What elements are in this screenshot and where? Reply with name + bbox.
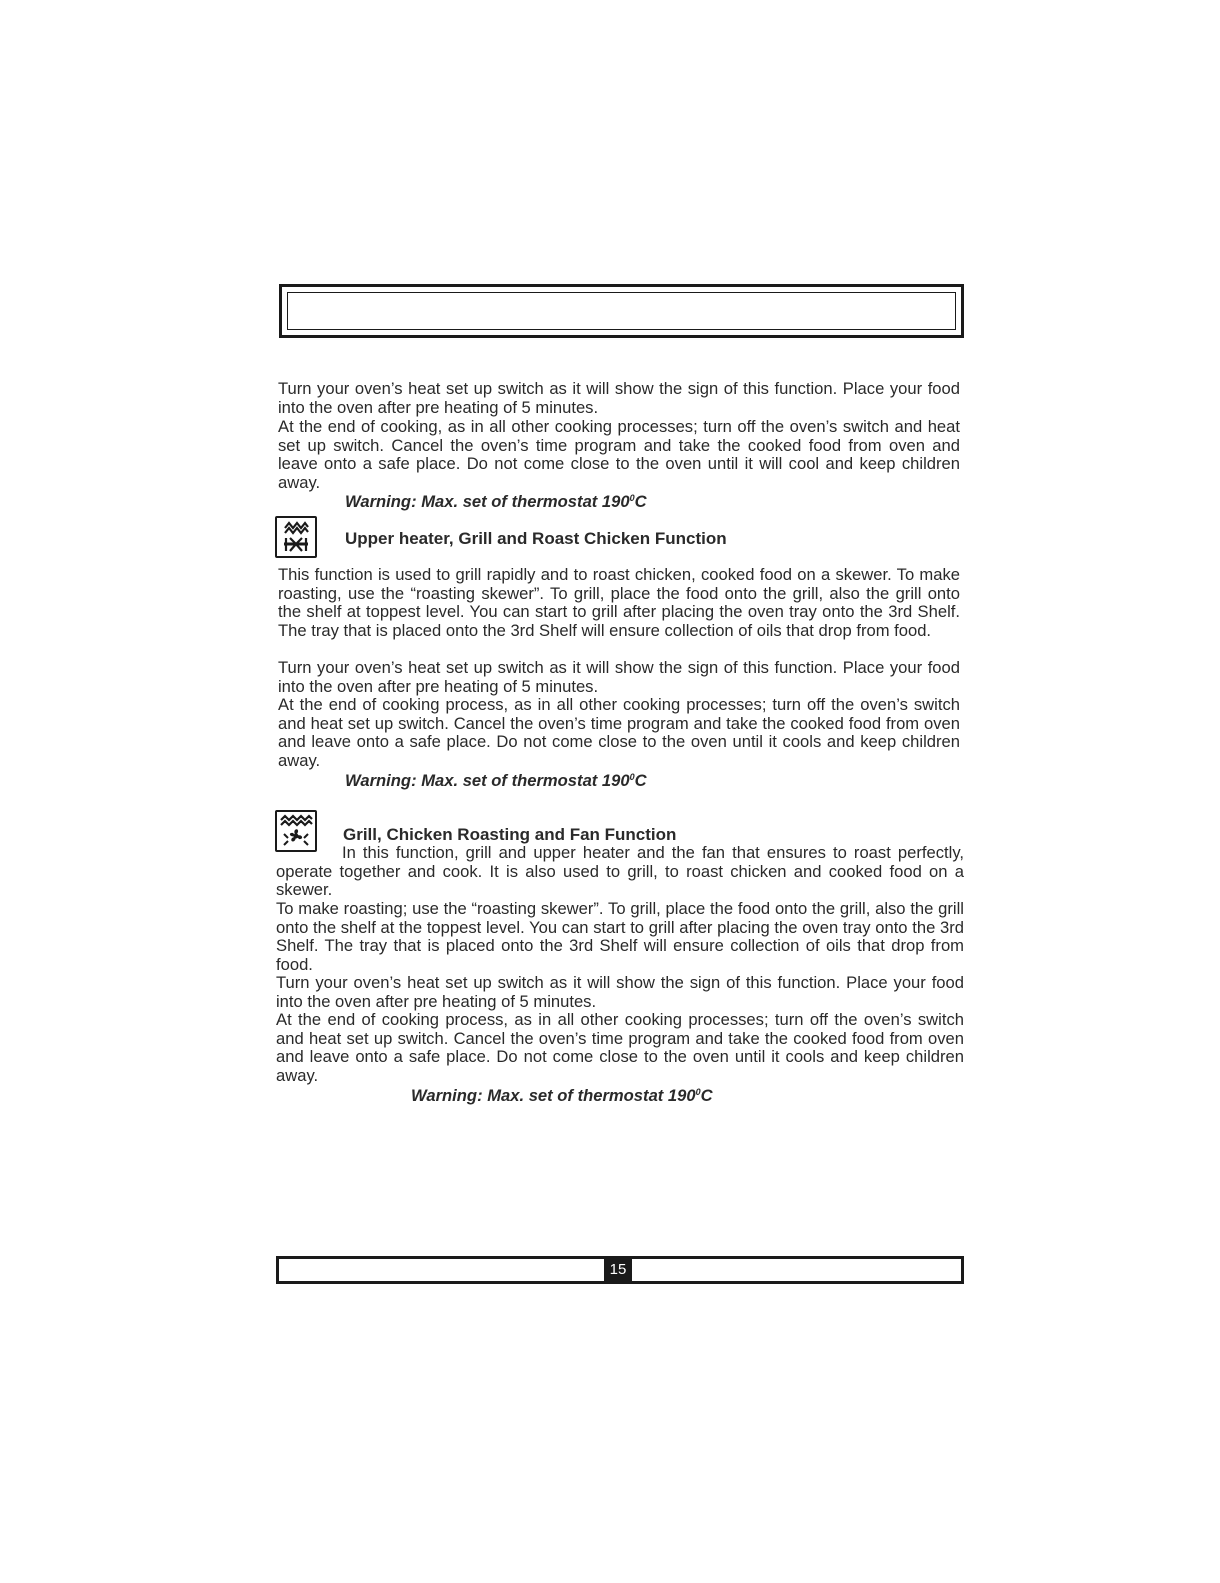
section2-heading: Upper heater, Grill and Roast Chicken Function — [345, 529, 727, 548]
header-inner-frame — [287, 292, 956, 330]
header-frame — [279, 284, 964, 338]
section1-paragraph-2: At the end of cooking, as in all other cooking processes; turn off the oven’s switch and heat set up switch. Cancel the oven’s time program and take the cooked food from oven and leave onto a safe place. Do not come close to the oven until it will cool and keep children away. — [278, 417, 960, 492]
section3-paragraph-2: To make roasting; use the “roasting skewer”. To grill, place the food onto the grill, also the grill onto the shelf at the toppest level. You can start to grill after placing the oven tray onto the 3rd Shelf. The tray that is placed onto the 3rd Shelf will ensure collection of oils that drop from food. — [276, 899, 964, 974]
section3-paragraph-4: At the end of cooking process, as in all other cooking processes; turn off the oven’s switch and heat set up switch. Cancel the oven’s time program and take the cooked food from oven and leave onto a safe place. Do not come close to the oven until it cools and keep children away. — [276, 1010, 964, 1085]
section2-paragraph-1: This function is used to grill rapidly and to roast chicken, cooked food on a skewer. To make roasting, use the “roasting skewer”. To grill, place the food onto the grill, also the grill onto the shelf at toppest level. You can start to grill after placing the oven tray onto the 3rd Shelf. The tray that is placed onto the 3rd Shelf will ensure collection of oils that drop from food. — [278, 565, 960, 640]
section2-paragraph-2: Turn your oven’s heat set up switch as it will show the sign of this function. Place your food into the oven after pre heating of 5 minutes. — [278, 658, 960, 696]
section1-paragraph-1: Turn your oven’s heat set up switch as it will show the sign of this function. Place your food into the oven after pre heating of 5 minutes. — [278, 379, 960, 417]
section3-heading: Grill, Chicken Roasting and Fan Function — [343, 825, 677, 844]
section2-warning: Warning: Max. set of thermostat $190^0C$ — [345, 771, 647, 790]
section2-paragraph-3: At the end of cooking process, as in all other cooking processes; turn off the oven’s switch and heat set up switch. Cancel the oven’s time program and take the cooked food from oven and leave onto a safe place. Do not come close to the oven until it cools and keep children away. — [278, 695, 960, 770]
section3-paragraph-1: In this function, grill and upper heater and the fan that ensures to roast perfectly, operate together and cook. It is also used to grill, to roast chicken and cooked food on a skewer. — [276, 843, 964, 899]
upper-heater-grill-roast-icon — [275, 516, 317, 558]
page-number: 15 — [604, 1256, 632, 1284]
section1-warning: Warning: Max. set of thermostat $190^0C$ — [345, 492, 647, 511]
section3-warning: Warning: Max. set of thermostat $190^0C$ — [411, 1086, 713, 1105]
section3-paragraph-3: Turn your oven’s heat set up switch as it will show the sign of this function. Place your food into the oven after pre heating of 5 minutes. — [276, 973, 964, 1011]
